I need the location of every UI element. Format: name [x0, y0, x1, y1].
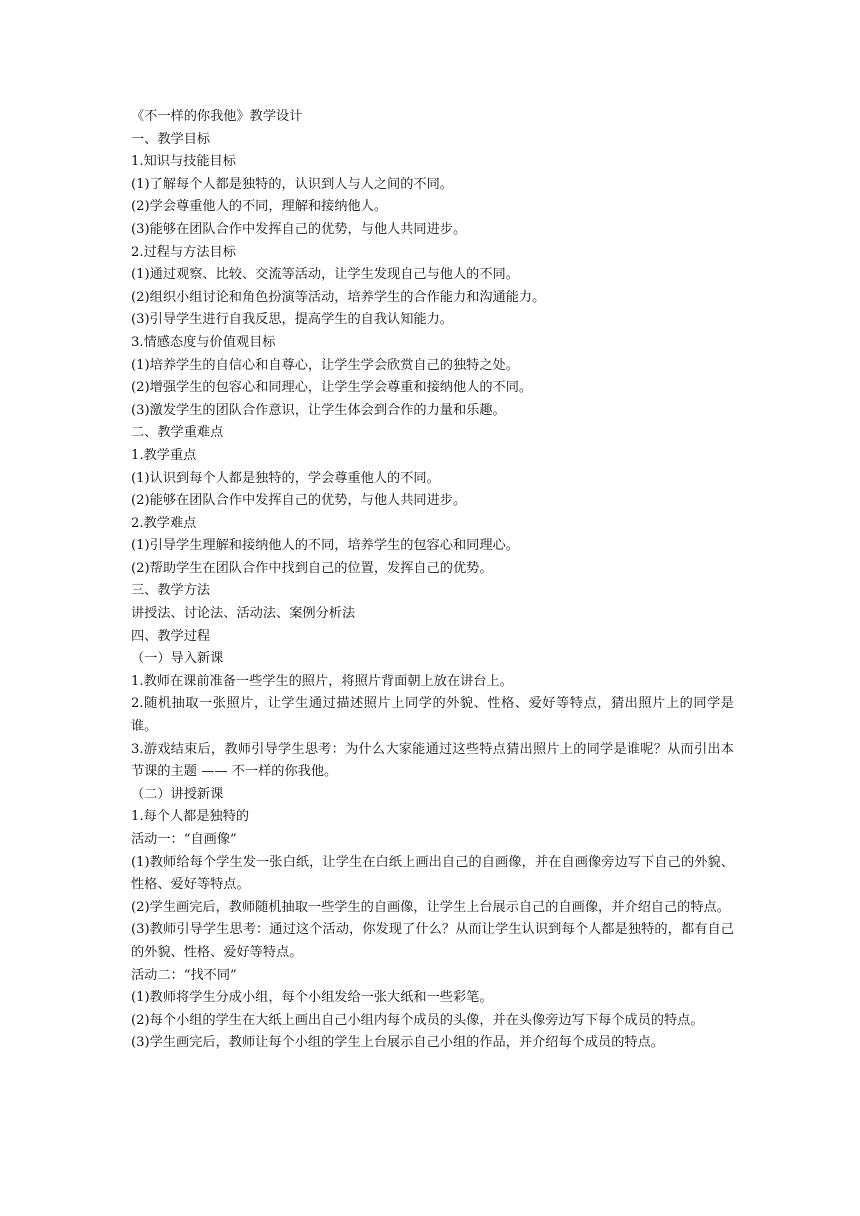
section-heading: 二、教学重难点: [131, 425, 224, 441]
list-item: (2)帮助学生在团队合作中找到自己的位置，发挥自己的优势。: [131, 560, 493, 576]
list-item: (2)能够在团队合作中发挥自己的优势，与他人共同进步。: [131, 493, 467, 509]
subsection-heading: 1.教学重点: [131, 447, 197, 463]
list-item: 3.游戏结束后，教师引导学生思考：为什么大家能通过这些特点猜出照片上的同学是谁呢？从而引出本节课的主题 —— 不一样的你我他。: [131, 741, 734, 780]
list-item: (3)引导学生进行自我反思，提高学生的自我认知能力。: [131, 312, 453, 328]
subsection-heading: 1.每个人都是独特的: [131, 809, 250, 825]
subsection-heading: 3.情感态度与价值观目标: [131, 334, 276, 350]
list-item: (2)学会尊重他人的不同，理解和接纳他人。: [131, 199, 388, 215]
list-item: (1)培养学生的自信心和自尊心，让学生学会欣赏自己的独特之处。: [131, 357, 519, 373]
subsection-heading: 2.过程与方法目标: [131, 244, 236, 260]
list-item: (2)每个小组的学生在大纸上画出自己小组内每个成员的头像，并在头像旁边写下每个成员的特点。: [131, 1012, 704, 1028]
list-item: (3)能够在团队合作中发挥自己的优势，与他人共同进步。: [131, 221, 467, 237]
document-title: 《不一样的你我他》教学设计: [131, 109, 303, 124]
list-item: (2)学生画完后，教师随机抽取一些学生的自画像，让学生上台展示自己的自画像，并介绍自己的特点。: [131, 899, 730, 915]
activity-heading: 活动一：“自画像”: [131, 832, 237, 847]
list-item: (1)通过观察、比较、交流等活动，让学生发现自己与他人的不同。: [131, 267, 519, 283]
list-item: 2.随机抽取一张照片，让学生通过描述照片上同学的外貌、性格、爱好等特点，猜出照片上的同学是谁。: [131, 696, 734, 735]
section-heading: 一、教学目标: [131, 131, 211, 147]
list-item: (2)组织小组讨论和角色扮演等活动，培养学生的合作能力和沟通能力。: [131, 289, 546, 305]
activity-heading: 活动二：“找不同”: [131, 967, 237, 983]
list-item: (1)认识到每个人都是独特的，学会尊重他人的不同。: [131, 470, 440, 486]
paragraph: 讲授法、讨论法、活动法、案例分析法: [131, 606, 356, 622]
list-item: (3)激发学生的团队合作意识，让学生体会到合作的力量和乐趣。: [131, 402, 506, 418]
list-item: (1)教师给每个学生发一张白纸，让学生在白纸上画出自己的自画像，并在自画像旁边写下自己的外貌、性格、爱好等特点。: [131, 854, 734, 893]
document-body: [131, 106, 734, 1055]
list-item: (3)学生画完后，教师让每个小组的学生上台展示自己小组的作品，并介绍每个成员的特点。: [131, 1035, 664, 1051]
subsection-heading: 1.知识与技能目标: [131, 154, 236, 170]
section-heading: 四、教学过程: [131, 628, 211, 644]
list-item: (1)引导学生理解和接纳他人的不同，培养学生的包容心和同理心。: [131, 538, 519, 554]
section-heading: 三、教学方法: [131, 583, 211, 599]
subsection-heading: 2.教学难点: [131, 515, 197, 531]
list-item: (3)教师引导学生思考：通过这个活动，你发现了什么？从而让学生认识到每个人都是独特的，都有自己的外貌、性格、爱好等特点。: [131, 922, 734, 960]
subsection-heading: （二）讲授新课: [131, 786, 224, 802]
list-item: 1.教师在课前准备一些学生的照片，将照片背面朝上放在讲台上。: [131, 673, 513, 689]
list-item: (1)教师将学生分成小组，每个小组发给一张大纸和一些彩笔。: [131, 990, 493, 1006]
list-item: (2)增强学生的包容心和同理心，让学生学会尊重和接纳他人的不同。: [131, 380, 533, 396]
subsection-heading: （一）导入新课: [131, 651, 224, 667]
list-item: (1)了解每个人都是独特的，认识到人与人之间的不同。: [131, 176, 453, 192]
